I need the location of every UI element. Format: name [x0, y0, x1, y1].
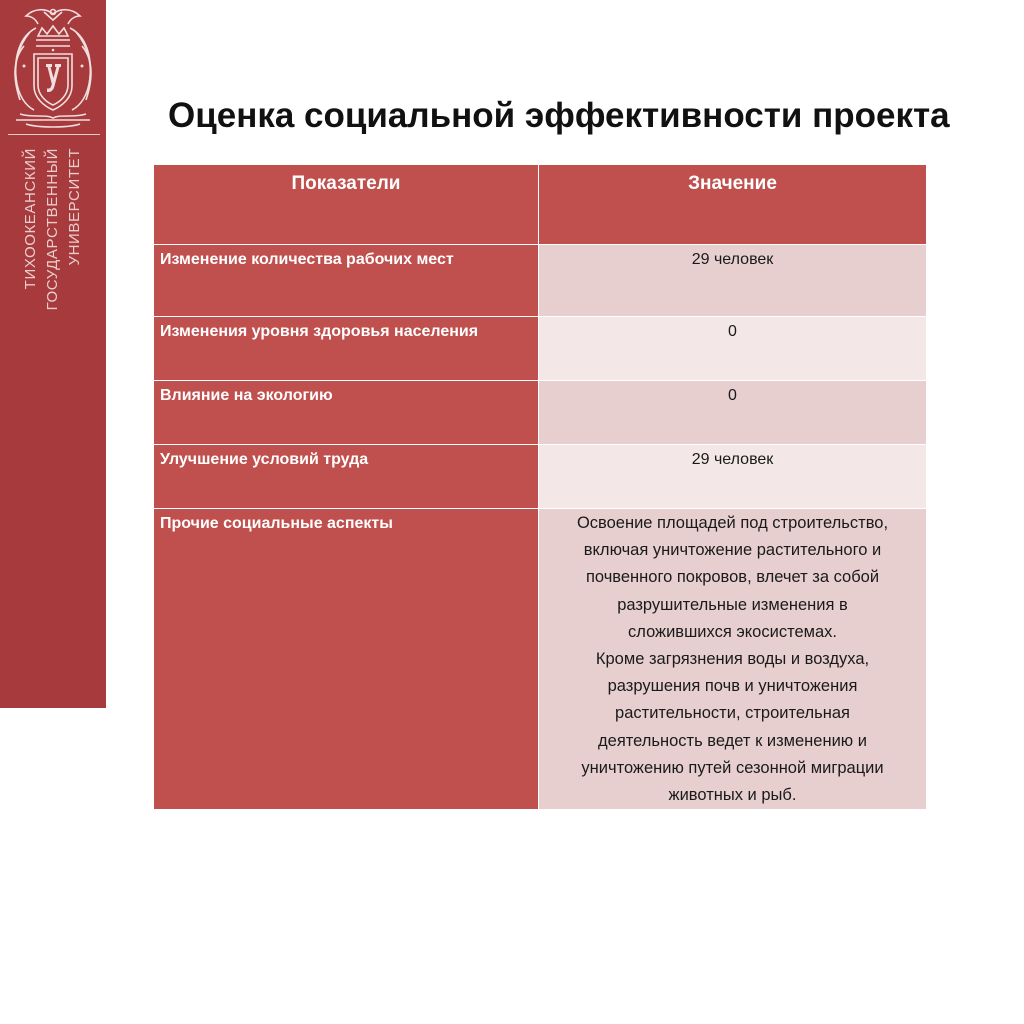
value-line: 29 человек — [691, 251, 774, 268]
indicator-cell: Изменения уровня здоровья населения — [154, 317, 539, 381]
social-efficiency-table — [153, 164, 927, 810]
university-name-line-2: ГОСУДАРСТВЕННЫЙ — [44, 148, 61, 311]
indicator-cell: Изменение количества рабочих мест — [154, 245, 539, 317]
table-row — [154, 509, 927, 810]
university-name-line-1: ТИХООКЕАНСКИЙ — [22, 148, 39, 290]
value-line: включая уничтожение растительного и — [583, 541, 882, 560]
value-line: 0 — [728, 323, 737, 340]
university-name-vertical — [18, 148, 90, 338]
university-name-line-3: УНИВЕРСИТЕТ — [66, 148, 83, 266]
value-line: разрушительные изменения в — [617, 595, 848, 614]
indicator-cell: Улучшение условий труда — [154, 445, 539, 509]
column-header-indicators: Показатели — [154, 165, 539, 245]
university-crest-icon — [6, 6, 100, 130]
value-cell — [539, 245, 927, 317]
emblem-divider — [8, 134, 100, 135]
value-cell — [539, 381, 927, 445]
value-line: разрушения почв и уничтожения — [607, 677, 858, 696]
indicator-cell: Прочие социальные аспекты — [154, 509, 539, 810]
table-row — [154, 445, 927, 509]
table-header-row — [154, 165, 927, 245]
value-line: Освоение площадей под строительство, — [576, 514, 889, 532]
table-row — [154, 245, 927, 317]
value-line: сложившихся экосистемах. — [628, 622, 837, 641]
column-header-value: Значение — [539, 165, 927, 245]
value-line: животных и рыб. — [668, 786, 797, 805]
value-cell — [539, 509, 927, 810]
value-line: растительности, строительная — [615, 704, 850, 723]
university-brand-bar — [0, 0, 106, 708]
value-line: почвенного покровов, влечет за собой — [585, 568, 880, 587]
slide-title: Оценка социальной эффективности проекта — [168, 96, 950, 135]
value-cell — [539, 445, 927, 509]
indicator-cell: Влияние на экологию — [154, 381, 539, 445]
value-line: 29 человек — [691, 451, 774, 468]
value-line: уничтожению путей сезонной миграции — [581, 758, 884, 777]
value-line: Кроме загрязнения воды и воздуха, — [595, 650, 870, 669]
value-cell — [539, 317, 927, 381]
table-row — [154, 381, 927, 445]
value-line: 0 — [728, 387, 737, 404]
value-line: деятельность ведет к изменению и — [598, 731, 867, 750]
table-row — [154, 317, 927, 381]
